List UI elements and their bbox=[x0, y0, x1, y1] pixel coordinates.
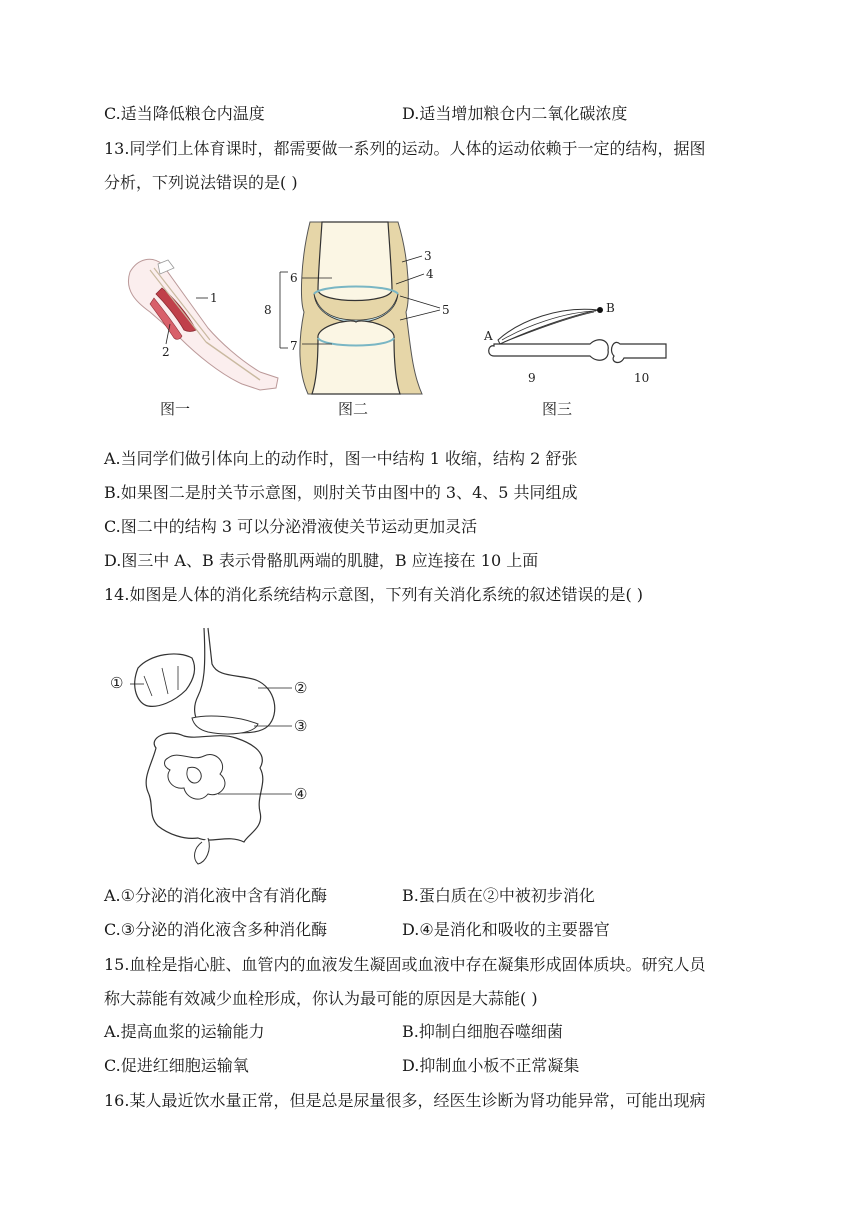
fig2-label-5: 5 bbox=[442, 303, 450, 317]
digestive-label-4: ④ bbox=[294, 785, 308, 803]
q13-option-a: A.当同学们做引体向上的动作时，图一中结构 1 收缩，结构 2 舒张 bbox=[104, 449, 578, 468]
fig1-label-2: 2 bbox=[162, 345, 170, 359]
q15-option-b: B.抑制白细胞吞噬细菌 bbox=[402, 1022, 563, 1041]
q13-option-d: D.图三中 A、B 表示骨骼肌两端的肌腱，B 应连接在 10 上面 bbox=[104, 551, 539, 570]
digestive-label-1: ① bbox=[110, 674, 124, 692]
q12-option-d: D.适当增加粮仓内二氧化碳浓度 bbox=[402, 104, 628, 123]
fig3-label-A: A bbox=[484, 329, 493, 343]
q14-option-d: D.④是消化和吸收的主要器官 bbox=[402, 920, 610, 939]
q14-stem: 14.如图是人体的消化系统结构示意图，下列有关消化系统的叙述错误的是( ) bbox=[104, 585, 644, 604]
q15-option-d: D.抑制血小板不正常凝集 bbox=[402, 1056, 580, 1075]
fig3-label-B: B bbox=[606, 301, 615, 315]
q16-stem-line1: 16.某人最近饮水量正常，但是总是尿量很多，经医生诊断为肾功能异常，可能出现病 bbox=[104, 1091, 706, 1110]
fig3-label-9: 9 bbox=[528, 371, 536, 385]
figure-2-joint bbox=[260, 222, 460, 397]
fig2-label-7: 7 bbox=[290, 339, 298, 353]
q12-option-c: C.适当降低粮仓内温度 bbox=[104, 104, 265, 123]
fig2-label-8: 8 bbox=[264, 303, 272, 317]
digestive-label-2: ② bbox=[294, 679, 308, 697]
fig3-label-10: 10 bbox=[634, 371, 650, 385]
fig1-caption: 图一 bbox=[160, 400, 191, 418]
fig2-label-3: 3 bbox=[424, 249, 432, 263]
fig2-label-6: 6 bbox=[290, 271, 298, 285]
figure-digestive-system bbox=[108, 628, 328, 868]
q14-option-c: C.③分泌的消化液含多种消化酶 bbox=[104, 920, 328, 939]
q15-stem-line1: 15.血栓是指心脏、血管内的血液发生凝固或血液中存在凝集形成固体质块。研究人员 bbox=[104, 955, 706, 974]
q15-option-c: C.促进红细胞运输氧 bbox=[104, 1056, 249, 1075]
fig2-label-4: 4 bbox=[426, 267, 434, 281]
q14-option-a: A.①分泌的消化液中含有消化酶 bbox=[104, 886, 327, 905]
digestive-label-3: ③ bbox=[294, 717, 308, 735]
fig3-caption: 图三 bbox=[542, 400, 573, 418]
q14-option-b: B.蛋白质在②中被初步消化 bbox=[402, 886, 595, 905]
q15-stem-line2: 称大蒜能有效减少血栓形成，你认为最可能的原因是大蒜能( ) bbox=[104, 989, 538, 1008]
fig1-label-1: 1 bbox=[210, 291, 218, 305]
figure-3-muscle-bone bbox=[480, 290, 680, 390]
q13-stem-line1: 13.同学们上体育课时，都需要做一系列的运动。人体的运动依赖于一定的结构，据图 bbox=[104, 139, 706, 158]
q15-option-a: A.提高血浆的运输能力 bbox=[104, 1022, 265, 1041]
fig2-caption: 图二 bbox=[338, 400, 369, 418]
q13-option-b: B.如果图二是肘关节示意图，则肘关节由图中的 3、4、5 共同组成 bbox=[104, 483, 578, 502]
q13-option-c: C.图二中的结构 3 可以分泌滑液使关节运动更加灵活 bbox=[104, 517, 478, 536]
q13-stem-line2: 分析，下列说法错误的是( ) bbox=[104, 173, 298, 192]
